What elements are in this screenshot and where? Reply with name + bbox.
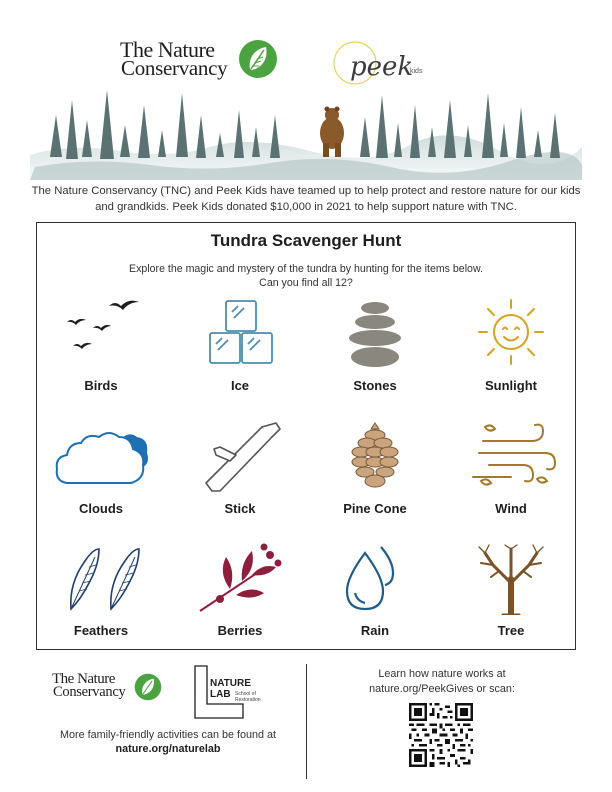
sun-icon	[461, 298, 561, 370]
item-label: Pine Cone	[343, 501, 407, 516]
pine-cone-icon	[325, 421, 425, 493]
oak-leaf-icon	[134, 673, 162, 701]
nature-lab-sub1: School of	[235, 691, 256, 697]
footer-tnc-logo-line1: The Nature	[52, 671, 115, 687]
bear-icon	[320, 107, 344, 158]
hunt-item-pine-cone	[315, 421, 435, 531]
tnc-logo-line2: Conservancy	[121, 56, 228, 80]
hunt-item-stones	[315, 298, 435, 408]
qr-code-icon[interactable]	[409, 703, 473, 767]
hunt-instructions-line1: Explore the magic and mystery of the tundra by hunting for the items below.	[129, 263, 483, 275]
intro-paragraph: The Nature Conservancy (TNC) and Peek Kids have teamed up to help protect and restore nature for our kids and grandkids. Peek Kids donated $10,000 in 2021 to help support nature with TNC.	[31, 185, 581, 213]
nature-lab-sub2: Restoration	[235, 697, 261, 703]
peek-logo-text: peek	[350, 52, 414, 82]
tnc-logo-line1: The Nature	[120, 37, 215, 62]
hunt-item-berries	[180, 543, 300, 653]
tnc-logo	[120, 37, 280, 84]
cloud-icon	[51, 421, 151, 493]
stick-icon	[190, 421, 290, 493]
tree-icon	[461, 543, 561, 615]
hunt-item-ice	[180, 298, 300, 408]
item-label: Tree	[497, 623, 525, 638]
nature-lab-line1: NATURE	[210, 678, 251, 689]
oak-leaf-icon	[238, 39, 278, 79]
hunt-instructions-line2: Can you find all 12?	[259, 277, 353, 289]
item-label: Berries	[217, 623, 263, 638]
berries-icon	[190, 543, 290, 615]
item-label: Sunlight	[485, 378, 537, 393]
footer-tnc-logo-line2: Conservancy	[53, 684, 126, 700]
hunt-item-wind	[451, 421, 571, 531]
item-label: Feathers	[73, 623, 129, 638]
nature-lab-line2: LAB	[210, 689, 231, 700]
item-label: Clouds	[78, 501, 124, 516]
footer-more-text: More family-friendly activities can be found at	[59, 729, 277, 741]
hunt-item-stick	[180, 421, 300, 531]
footer-learn-text	[320, 667, 564, 697]
naturelab-link[interactable]: nature.org/naturelab	[115, 743, 221, 755]
hunt-item-tree	[451, 543, 571, 653]
item-label: Wind	[495, 501, 527, 516]
birds-icon	[51, 298, 151, 370]
footer-divider	[306, 664, 307, 779]
footer-learn-line2: nature.org/PeekGives or scan:	[369, 683, 515, 695]
wind-icon	[461, 421, 561, 493]
item-label: Birds	[84, 378, 118, 393]
peek-kids-logo	[330, 38, 423, 88]
hunt-title: Tundra Scavenger Hunt	[210, 231, 402, 250]
stones-icon	[325, 298, 425, 370]
peek-logo-suffix: kids	[410, 68, 423, 75]
footer-learn-line1: Learn how nature works at	[378, 668, 506, 680]
hunt-item-birds	[41, 298, 161, 408]
item-label: Rain	[360, 623, 390, 638]
item-label: Stick	[224, 501, 256, 516]
ice-cubes-icon	[190, 298, 290, 370]
hunt-item-sunlight	[451, 298, 571, 408]
footer-tnc-logo	[52, 673, 162, 707]
nature-lab-logo	[193, 664, 283, 720]
item-label: Ice	[230, 378, 250, 393]
forest-landscape-illustration	[30, 85, 582, 180]
hunt-instructions	[37, 262, 575, 290]
hunt-item-clouds	[41, 421, 161, 531]
footer-more-activities	[30, 728, 306, 756]
feathers-icon	[51, 543, 151, 615]
raindrops-icon	[325, 543, 425, 615]
item-label: Stones	[353, 378, 397, 393]
hunt-item-feathers	[41, 543, 161, 653]
hunt-item-rain	[315, 543, 435, 653]
scavenger-hunt-card	[36, 222, 576, 650]
